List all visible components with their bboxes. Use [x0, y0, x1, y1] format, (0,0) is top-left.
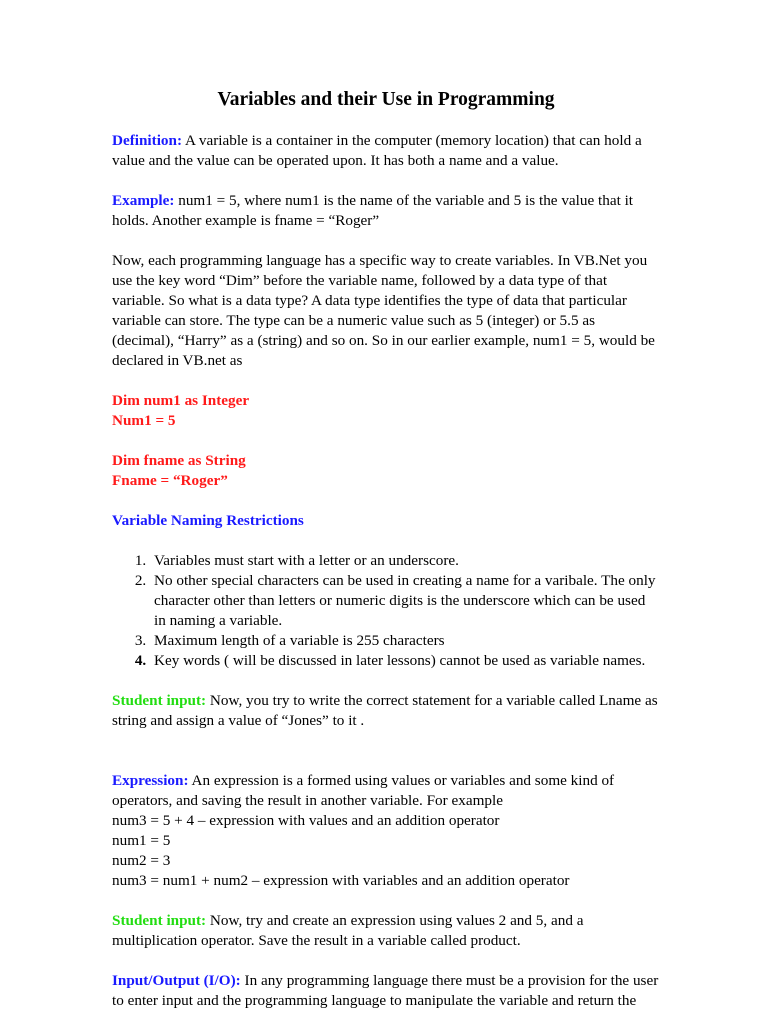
code-line: Fname = “Roger”	[112, 472, 228, 489]
code-line: Num1 = 5	[112, 412, 176, 429]
definition-label: Definition:	[112, 132, 183, 149]
list-item: 1. Variables must start with a letter or an underscore.	[150, 551, 660, 571]
code-block-integer	[112, 391, 660, 431]
io-paragraph	[112, 971, 660, 1011]
example-paragraph	[112, 191, 660, 231]
code-line: Dim fname as String	[112, 452, 246, 469]
code-block-string	[112, 451, 660, 491]
list-item: 2. No other special characters can be used in creating a name for a varibale. The only character other than letters or numeric digits is the underscore which can be used in naming a variable.	[150, 571, 660, 631]
io-label: Input/Output (I/O):	[112, 972, 241, 989]
expression-line: num3 = num1 + num2 – expression with variables and an addition operator	[112, 872, 570, 889]
expression-text: An expression is a formed using values or variables and some kind of operators, and saving the result in another variable. For example	[112, 772, 615, 809]
expression-line: num3 = 5 + 4 – expression with values and an addition operator	[112, 812, 500, 829]
student-input-text: Now, try and create an expression using values 2 and 5, and a multiplication operator. Save the result in a variable called product.	[112, 912, 584, 949]
expression-line: num1 = 5	[112, 832, 171, 849]
intro-paragraph: Now, each programming language has a specific way to create variables. In VB.Net you use the key word “Dim” before the variable name, followed by a data type of that variable. So what is a data type? A data type identifies the type of data that particular variable can store. The type can be a numeric value such as 5 (integer) or 5.5 as (decimal), “Harry” as a (string) and so on. So in our earlier example, num1 = 5, would be declared in VB.net as	[112, 252, 655, 369]
io-text: In any programming language there must be a provision for the user to enter input and the programming language to manipulate the variable and return the	[112, 972, 659, 1009]
student-input-paragraph-1	[112, 691, 660, 731]
example-label: Example:	[112, 192, 175, 209]
page-title: Variables and their Use in Programming	[217, 89, 555, 110]
restrictions-list	[112, 551, 660, 671]
expression-label: Expression:	[112, 772, 189, 789]
list-item: 4. Key words ( will be discussed in later lessons) cannot be used as variable names.	[150, 651, 660, 671]
definition-paragraph	[112, 131, 660, 171]
expression-line: num2 = 3	[112, 852, 171, 869]
definition-text: A variable is a container in the computer (memory location) that can hold a value and the value can be operated upon. It has both a name and a value.	[112, 132, 642, 169]
student-input-paragraph-2	[112, 911, 660, 951]
document-page	[112, 88, 660, 1031]
restrictions-heading: Variable Naming Restrictions	[112, 512, 304, 529]
list-item: 3. Maximum length of a variable is 255 characters	[150, 631, 660, 651]
student-input-label: Student input:	[112, 692, 207, 709]
student-input-text: Now, you try to write the correct statement for a variable called Lname as string and assign a value of “Jones” to it .	[112, 692, 658, 729]
example-text: num1 = 5, where num1 is the name of the variable and 5 is the value that it holds. Another example is fname = “Roger”	[112, 192, 634, 229]
expression-paragraph	[112, 771, 660, 891]
student-input-label: Student input:	[112, 912, 207, 929]
code-line: Dim num1 as Integer	[112, 392, 250, 409]
